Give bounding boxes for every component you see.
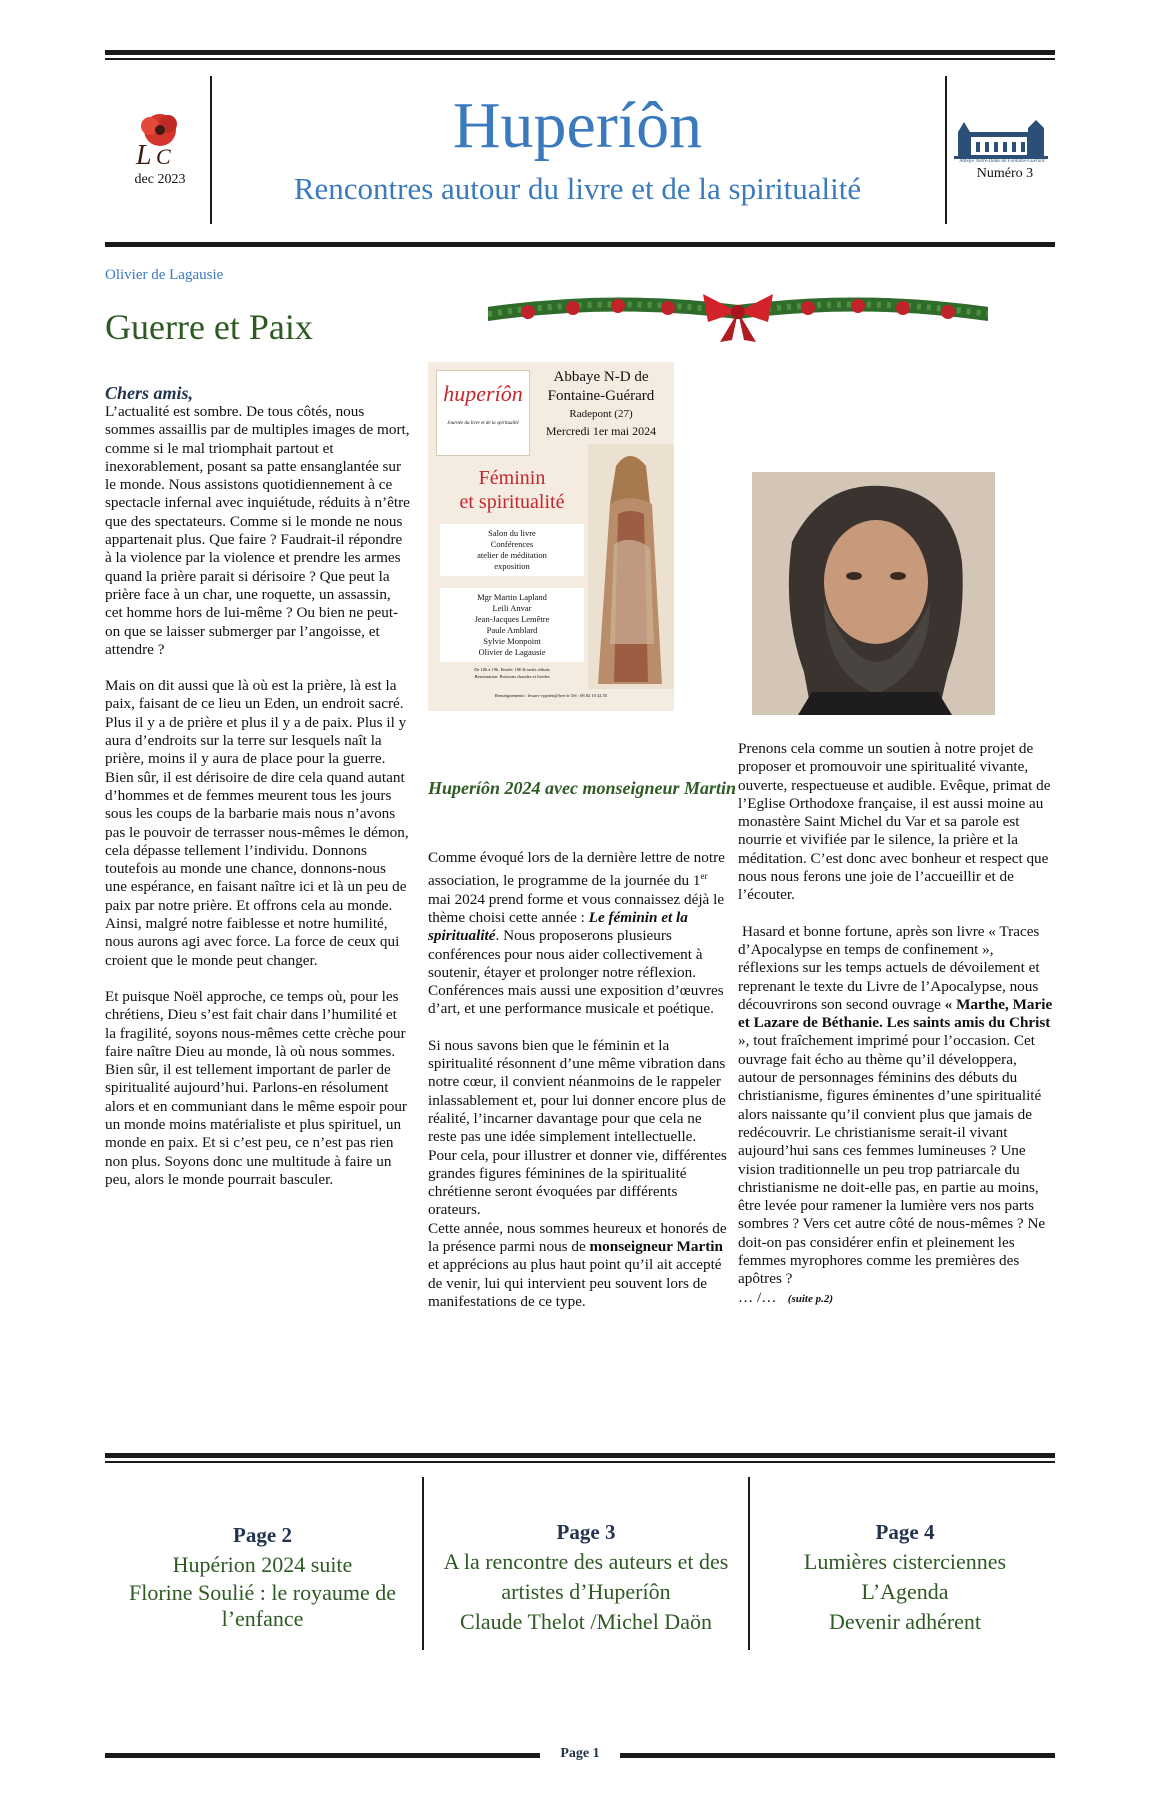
poster-footer-line: Renseignements : lesaov-cyprien@free.fr Tél : 06 82 10 42 55 <box>494 693 608 698</box>
footer-bottom-rule-left <box>105 1753 540 1758</box>
article3-body <box>738 740 1056 1308</box>
article3-p2-end: », tout fraîchement imprimé pour l’occasion. Cet ouvrage fait écho au thème qu’il développera, autour de personnages féminins des débuts du christianisme, figures éminentes d’une spiritualité alors naissante qu’il convient plus que jamais de redécouvrir. Le christianisme serait-il vivant aujourd’hui sans ces femmes lumineuses ? Une vision traditionnelle un peu trop patriarcale du christianisme ne doit-elle pas, en partie au moins, être levée pour ramener la lumière vers nos parts sombres ? Vers cet autre côté de nous-mêmes ? Ne doit-on pas considérer enfin et pleinement les femmes myrophores comme les premières des apôtres ? <box>738 1032 1046 1288</box>
footer-item: Florine Soulié : le royaume de l’enfance <box>129 1580 396 1631</box>
poster-speaker: Paule Amblard <box>486 625 538 635</box>
poster-program-item: Salon du livre <box>488 528 536 538</box>
article2-p3-start: Cette année, nous sommes heureux et honorés de la présence parmi nous de <box>428 1219 727 1255</box>
poster-speaker: Jean-Jacques Lemêtre <box>474 614 550 624</box>
footer-page-label: Page 3 <box>556 1520 616 1544</box>
poster-program <box>440 524 584 576</box>
article1-body <box>105 383 410 1189</box>
poster-place <box>528 368 674 406</box>
footer-item: A la rencontre des auteurs et des artistes d’Huperíôn <box>443 1549 729 1604</box>
article2-paragraph <box>428 1220 728 1311</box>
poster-speaker: Mgr Martin Lapland <box>477 592 547 602</box>
salutation: Chers amis, <box>105 383 194 403</box>
article1-paragraph: L’actualité est sombre. De tous côtés, nous sommes assaillis par de multiples images de mort, comme si le mal triomphait partout et inexorablement, posant sa patte ensanglantée sur le monde. Nous assistons quotidiennement à ce spectacle infernal avec inquiétude, réduits à n’être que des spectateurs. Comme si le monde ne nous appartenait plus. Que faire ? Faudrait-il répondre à la violence par la violence et prendre les armes quand la prière parait si dérisoire ? Que peut la prière face à un char, une roquette, un assassin, cet homme hors de lui-même ? Ou bien ne peut-on que se laisser submerger par l’angoisse, et attendre ? <box>105 403 410 658</box>
article2-p1-intro: Comme évoqué lors de la dernière lettre de notre association, le programme de la journée du 1 <box>428 849 725 890</box>
footer-top-rule <box>105 1453 1055 1458</box>
poster-theme <box>436 466 588 514</box>
logo-letters: L <box>136 140 152 168</box>
poster-place-line: Abbaye N-D de <box>553 369 649 385</box>
abbey-icon <box>952 118 1052 160</box>
footer-item: Lumières cisterciennes <box>803 1549 1007 1574</box>
event-poster <box>428 362 674 711</box>
article-author: Olivier de Lagausie <box>105 267 224 283</box>
header-divider-right <box>945 76 947 224</box>
header-top-rule-thin <box>105 58 1055 60</box>
article1-paragraph: Bien sûr, il est dérisoire de dire cela quand autant d’hommes et de femmes meurent tous les jours sous les coups de la barbarie mais nous n’avons pas le pouvoir de terrasser nous-mêmes le démon, cela dépasse tellement l’individu. Donnons toutefois au monde une chance, donnons-nous une espérance, en faisant naître ici et là un peu de paix par notre prière. Et offrons cela au monde. Ainsi, malgré notre faiblesse et notre humilité, nous aurons agi avec force. La force de ceux qui croient que le monde peut changer. <box>105 768 409 969</box>
footer-bottom-rule-right <box>620 1753 1055 1758</box>
article1-paragraph: Mais on dit aussi que là où est la prière, là est la paix, faisant de ce lieu un Eden, un endroit sacré. Plus il y a de prière et plus il y a de paix. Plus il y aura d’endroits sur la terre sur lesquels naît la prière, moins il y aura de place pour la guerre. <box>105 677 407 768</box>
poster-theme-line: Féminin <box>478 467 546 489</box>
article3-paragraph: Prenons cela comme un soutien à notre projet de proposer et promouvoir une spiritualité vivante, ouverte, respectueuse et audible. Evêque, primat de l’Eglise Orthodoxe française, il est aussi moine au monastère Saint Michel du Var et sa parole est nourrie et vivifiée par le silence, la prière et la méditation. C’est donc avec bonheur et respect que nous nous ferons une joie de l’accueillir et de l’écouter. <box>738 740 1051 904</box>
poster-program-item: atelier de méditation <box>477 550 547 560</box>
christmas-garland <box>488 286 988 344</box>
poster-theme-line: et spiritualité <box>459 491 565 513</box>
poster-mini-caption: Journée du livre et de la spiritualité <box>447 421 519 426</box>
poster-place-line: Radepont (27) <box>569 408 633 420</box>
issue-date: dec 2023 <box>134 172 186 187</box>
header-divider-left <box>210 76 212 224</box>
poster-speaker: Olivier de Lagausie <box>478 647 546 657</box>
article2-theme: Le féminin et la spiritualité <box>428 908 688 945</box>
poster-speakers <box>440 588 584 662</box>
article2-paragraph <box>428 849 728 1019</box>
poster-place-line: Fontaine-Guérard <box>547 388 655 404</box>
issue-number: Numéro 3 <box>976 166 1034 181</box>
article1-paragraph: Et puisque Noël approche, ce temps où, pour les chrétiens, Dieu s’est fait chair dans l’humilité et la fragilité, soyons nous-mêmes cette crèche pour faire naître Dieu au monde, là où nous sommes. <box>105 987 406 1060</box>
footer-item: Claude Thelot /Michel Daön <box>460 1609 712 1634</box>
continued-dots: … /… <box>738 1288 777 1306</box>
footer-page2[interactable] <box>110 1520 415 1632</box>
poster-date: Mercredi 1er mai 2024 <box>545 424 657 438</box>
footer-page3[interactable] <box>430 1517 742 1637</box>
association-logo <box>122 108 192 168</box>
article2-paragraph: Si nous savons bien que le féminin et la spiritualité résonnent d’une même vibration dans notre cœur, il convient néanmoins de le rappeler inlassablement et, pour lui donner encore plus de réalité, l’incarner davantage pour que cela ne reste pas une idée simplement intellectuelle. Pour cela, pour illustrer et donner vie, différentes grandes figures féminines de la spiritualité chrétienne seront évoquées par différents orateurs. <box>428 1036 727 1219</box>
poster-footer-line: Restauration: Boissons chaudes et froides <box>474 674 550 679</box>
poster-footer-line: De 10h à 19h. Entrée: 10€ & tarifs réduits <box>474 667 550 672</box>
poster-program-item: Conférences <box>490 539 534 549</box>
page-number: Page 1 <box>560 1746 600 1761</box>
header-top-rule <box>105 50 1055 55</box>
header-bottom-rule <box>105 242 1055 247</box>
continued-line <box>738 1289 1056 1308</box>
footer-item: L’Agenda <box>861 1579 949 1604</box>
article-title: Guerre et Paix <box>105 307 313 347</box>
footer-item: Hupérion 2024 suite <box>172 1552 353 1577</box>
article2-p3-bold: monseigneur Martin <box>589 1238 723 1255</box>
continued-note: (suite p.2) <box>787 1292 834 1305</box>
poster-speaker: Sylvie Monpoint <box>483 636 541 646</box>
footer-top-rule-thin <box>105 1461 1055 1463</box>
article2-p1-sup: er <box>700 871 708 882</box>
svg-text:C: C <box>156 144 171 168</box>
masthead-subtitle: Rencontres autour du livre et de la spiritualité <box>293 171 862 206</box>
poster-mini-card <box>436 370 530 456</box>
poster-program-item: exposition <box>494 561 530 571</box>
article2-title: Huperíôn 2024 avec monseigneur Martin <box>428 778 737 798</box>
footer-divider-2 <box>748 1477 750 1650</box>
article3-paragraph <box>738 923 1056 1289</box>
masthead-title: Huperíôn <box>452 89 703 162</box>
poster-mini-logo: huperíôn <box>443 381 523 406</box>
article3-p2-start: Hasard et bonne fortune, après son livre « Traces d’Apocalypse en temps de confinement », réflexions sur les temps actuels de dévoilement et reprenant le texte du Livre de l’Apocalypse, nous découvrirons son second ouvrage <box>738 922 1040 1013</box>
poster-footer <box>436 666 588 680</box>
footer-divider-1 <box>422 1477 424 1650</box>
abbey-caption: Abbaye Notre-Dame de Fontaine-Guérard <box>959 159 1045 164</box>
footer-page-label: Page 4 <box>875 1520 935 1544</box>
portrait-photo <box>752 472 995 715</box>
poster-speaker: Leili Anvar <box>492 603 532 613</box>
article1-paragraph: Bien sûr, il est tellement important de parler de spiritualité aujourd’hui. Parlons-en résolument alors et en communiant dans le même espoir pour un monde moins matérialiste et plus spirituel, un monde en paix. Et si c’est peu, ce n’est pas rien non plus. Soyons donc une multitude à faire un peu, alors le monde pourrait basculer. <box>105 1061 407 1188</box>
virgin-statue-image <box>588 444 674 689</box>
footer-page-label: Page 2 <box>233 1523 292 1547</box>
article2-p3-end: et apprécions au plus haut point qu’il ait accepté de venir, lui qui intervient peu souvent lors de manifestations de ce type. <box>428 1256 722 1310</box>
article2-body <box>428 849 728 1311</box>
article2-p1-mid: mai 2024 prend forme et vous connaissez déjà le thème choisi cette année : <box>428 890 725 926</box>
article3-p2-bold: « Marthe, Marie et Lazare de Béthanie. Les saints amis du Christ <box>738 995 1053 1032</box>
footer-item: Devenir adhérent <box>828 1609 982 1634</box>
article2-p1-end: . Nous proposerons plusieurs conférences pour nous aider collectivement à soutenir, étayer et prolonger notre réflexion. Conférences mais aussi une exposition d’œuvres d’art, et une performance musicale et poétique. <box>428 927 724 1018</box>
footer-page4[interactable] <box>756 1517 1054 1637</box>
